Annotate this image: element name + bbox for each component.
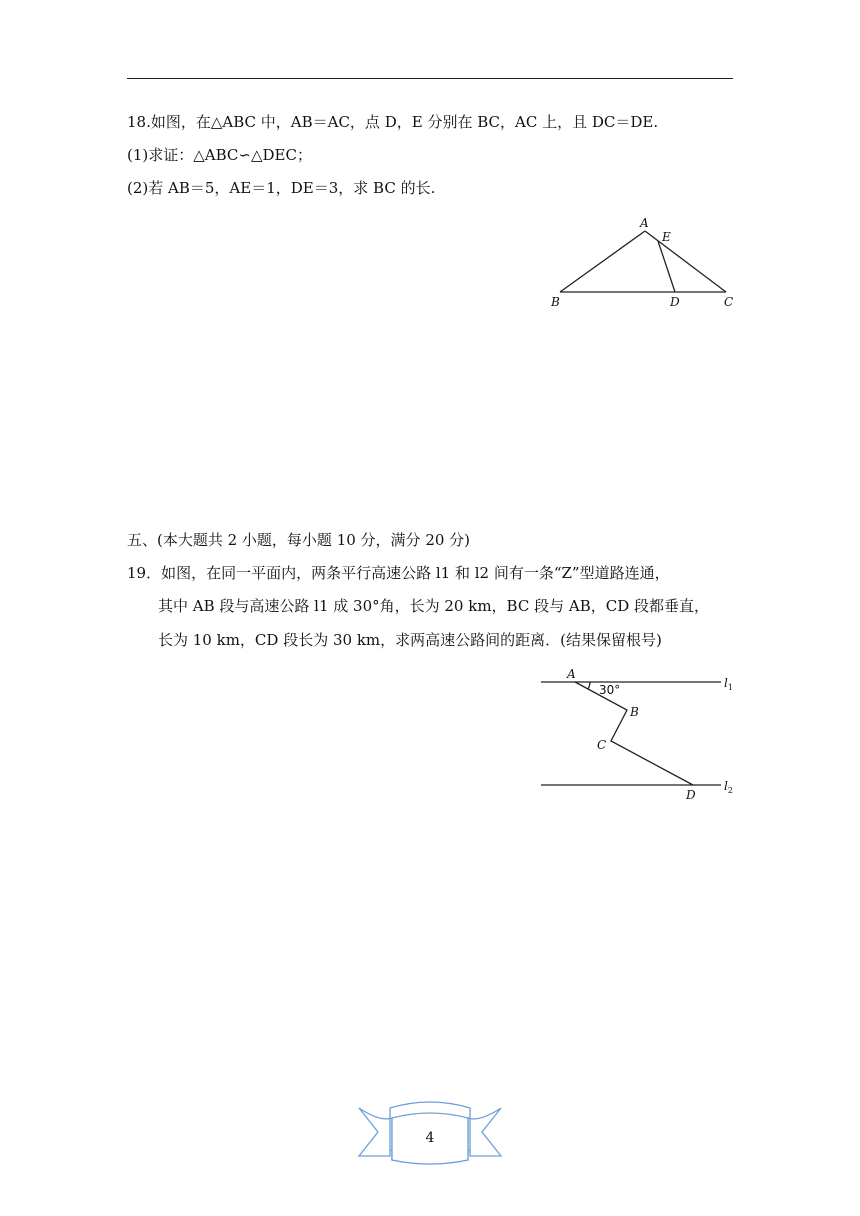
label-a: A	[640, 216, 649, 230]
q19-statement-line3: 长为 10 km，CD 段长为 30 km，求两高速公路间的距离．(结果保留根号)	[158, 631, 662, 649]
label-e: E	[662, 230, 671, 244]
q18-part2: (2)若 AB＝5，AE＝1，DE＝3，求 BC 的长.	[127, 179, 436, 197]
q18-statement: 18.如图，在△ABC 中，AB＝AC，点 D，E 分别在 BC，AC 上，且 DC＝DE.	[127, 113, 659, 131]
label-b: B	[551, 295, 560, 309]
q19-statement-line1: 19．如图，在同一平面内，两条平行高速公路 l1 和 l2 间有一条“Z”型道路连通，	[127, 564, 670, 582]
q18-part1: (1)求证：△ABC∽△DEC；	[127, 146, 312, 164]
ribbon-left-tail	[359, 1108, 390, 1156]
page-number: 4	[425, 1130, 435, 1146]
q19-statement-line2: 其中 AB 段与高速公路 l1 成 30°角，长为 20 km，BC 段与 AB，CD 段都垂直，	[158, 597, 710, 615]
angle-label: 30°	[599, 683, 621, 697]
label-l1: $l_1$	[724, 676, 733, 692]
label-d: D	[670, 295, 680, 309]
label-c: C	[724, 295, 734, 309]
ribbon-right-tail	[470, 1108, 501, 1156]
label-d: D	[686, 788, 696, 802]
label-a: A	[567, 667, 576, 681]
label-b: B	[630, 705, 639, 719]
label-l2: $l_2$	[724, 779, 733, 795]
section-heading: 五、(本大题共 2 小题，每小题 10 分，满分 20 分)	[127, 531, 471, 549]
label-c: C	[597, 738, 607, 752]
